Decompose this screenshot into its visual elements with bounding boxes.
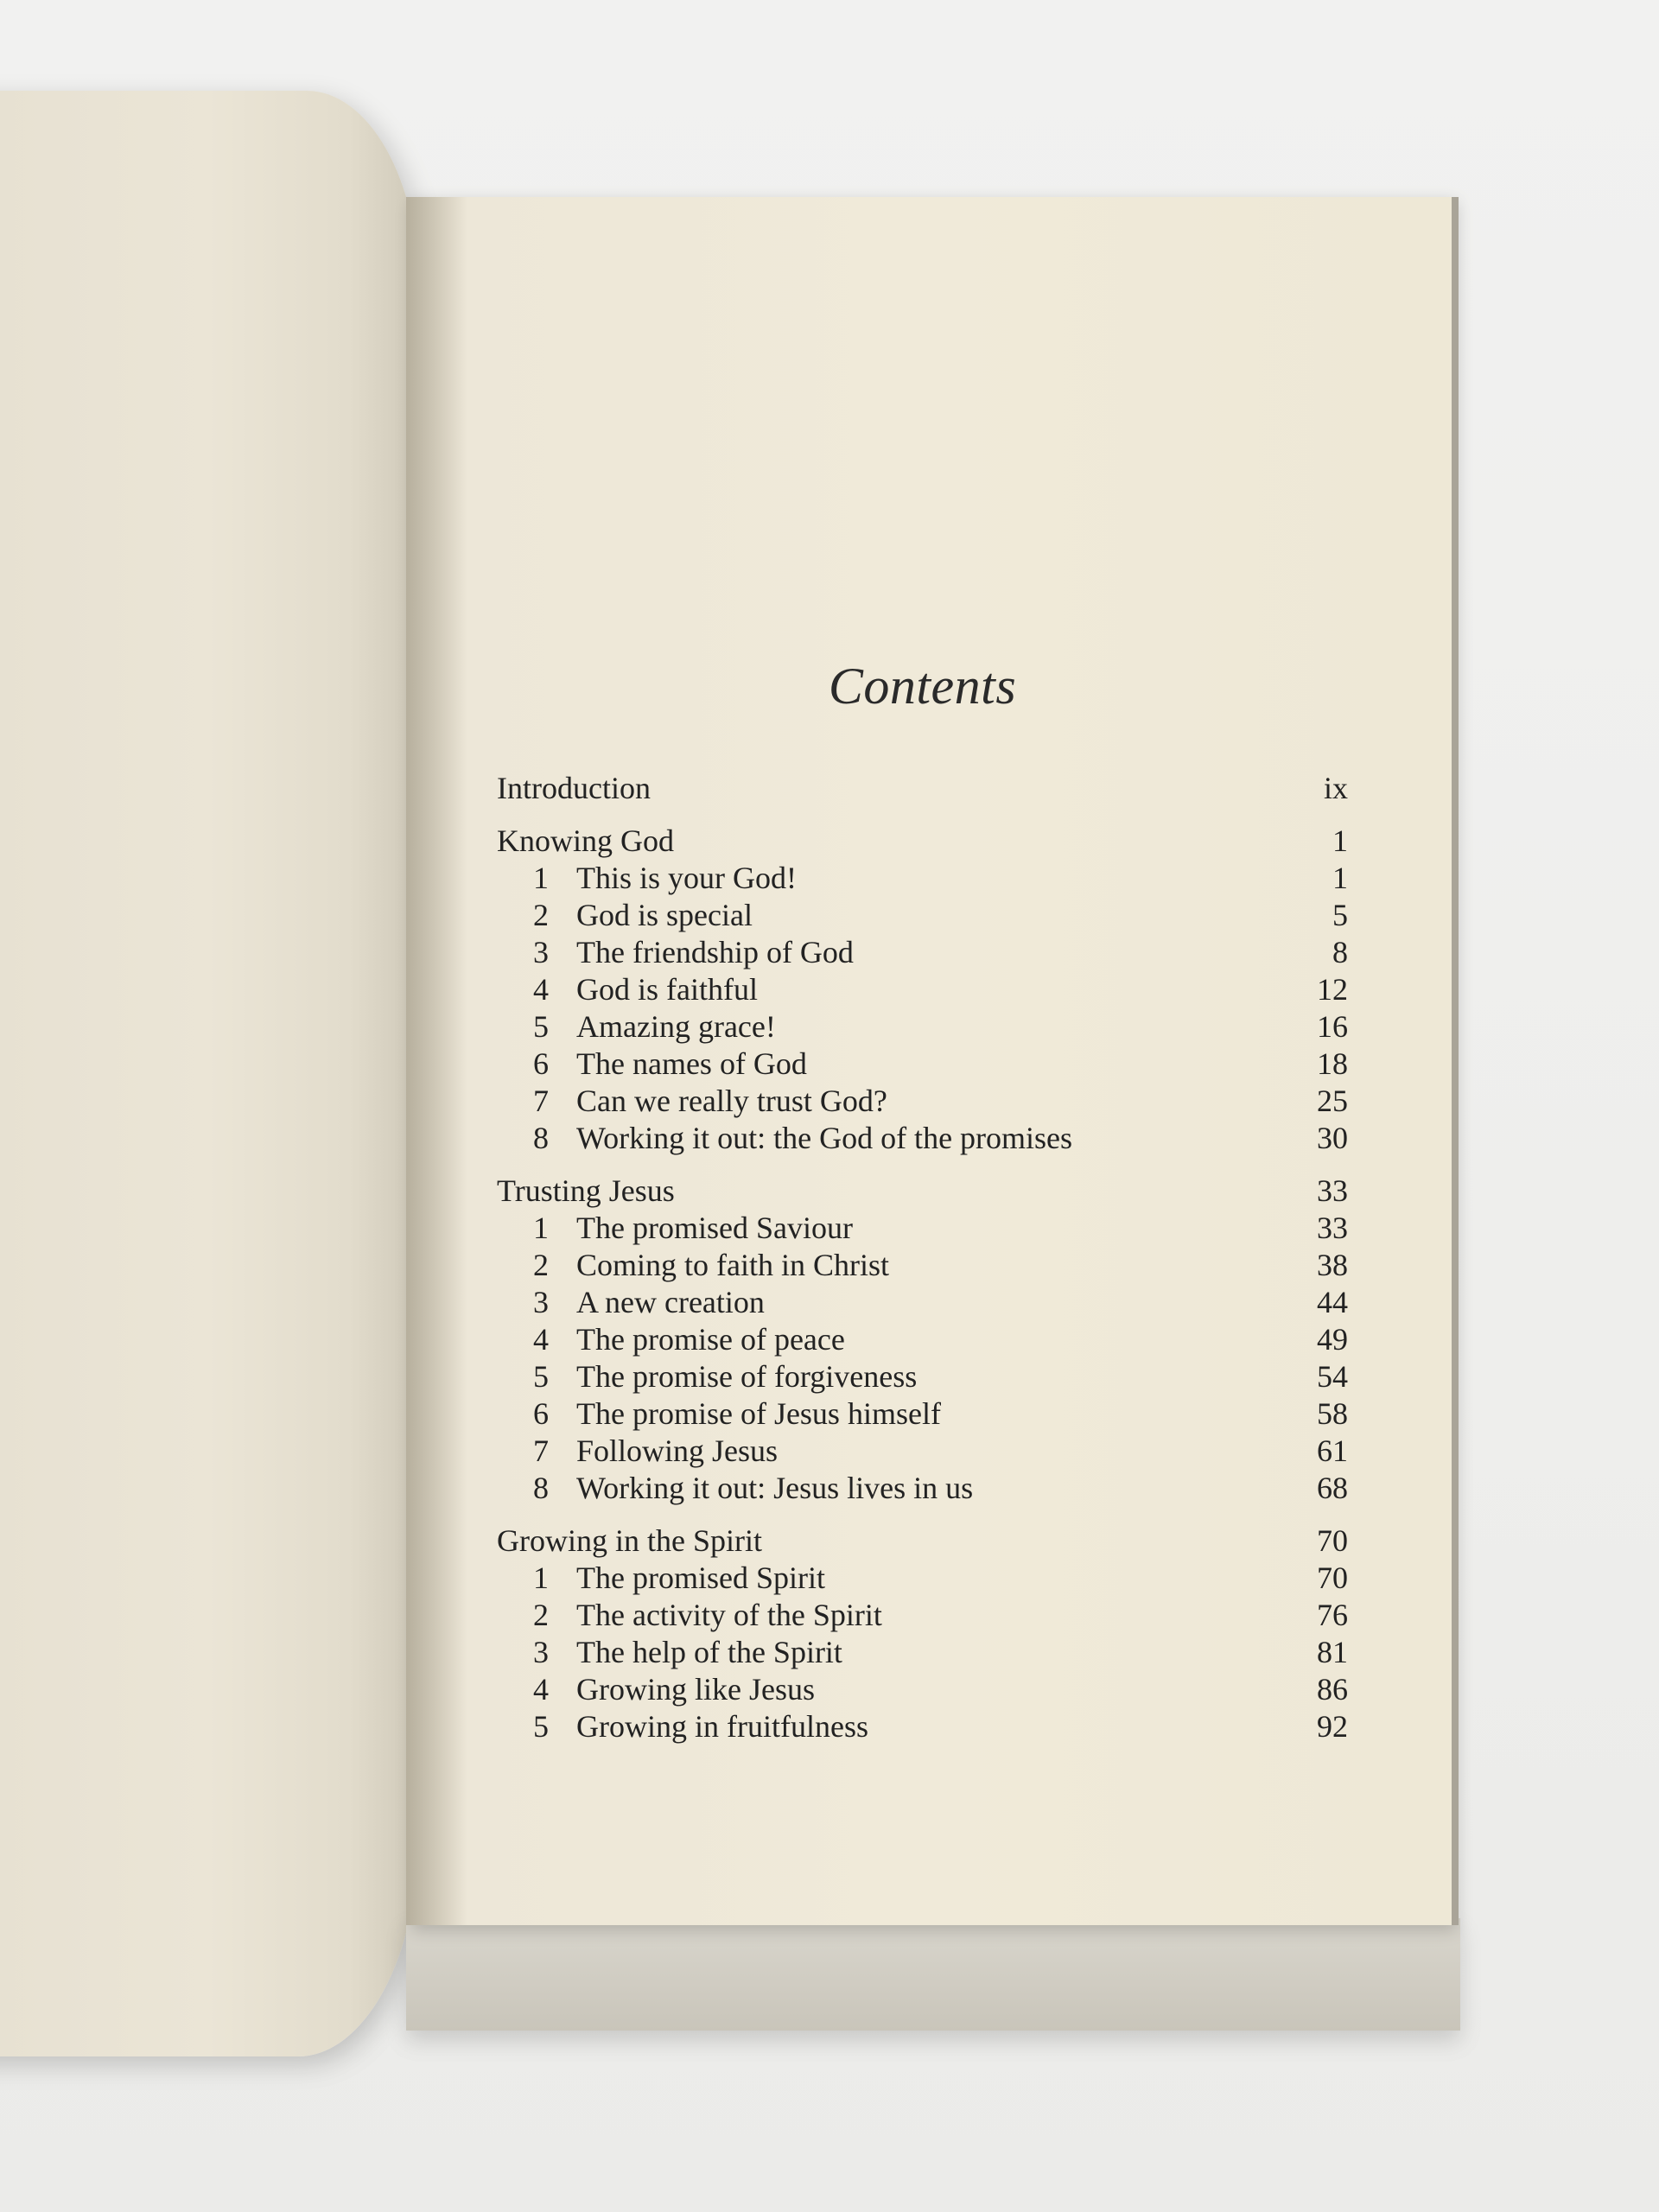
chapter-title: God is special <box>576 898 753 932</box>
chapter-title: A new creation <box>576 1285 765 1319</box>
chapter-number: 8 <box>533 1121 549 1155</box>
toc-page-number: 92 <box>1317 1709 1348 1744</box>
toc-page-number: 70 <box>1317 1560 1348 1595</box>
toc-row <box>497 1247 1348 1284</box>
toc-page-number: 18 <box>1317 1046 1348 1081</box>
toc-label: Knowing God <box>497 823 674 858</box>
toc-label: Introduction <box>497 771 651 805</box>
chapter-number: 4 <box>533 972 549 1007</box>
toc-page-number: 76 <box>1317 1598 1348 1632</box>
chapter-title: The friendship of God <box>576 935 854 969</box>
chapter-number: 5 <box>533 1359 549 1394</box>
toc-page-number: 25 <box>1317 1084 1348 1118</box>
chapter-number: 2 <box>533 1598 549 1632</box>
toc-section-growing-in-the-spirit <box>497 1522 1348 1745</box>
toc-page-number: 5 <box>1332 898 1348 932</box>
toc-page-number: 68 <box>1317 1471 1348 1505</box>
chapter-number: 5 <box>533 1009 549 1044</box>
chapter-title: The promised Saviour <box>576 1211 853 1245</box>
chapter-number: 2 <box>533 1248 549 1282</box>
toc-row <box>497 971 1348 1008</box>
toc-row <box>497 1470 1348 1507</box>
toc-section-heading <box>497 823 1348 860</box>
toc-row <box>497 897 1348 934</box>
chapter-number: 4 <box>533 1672 549 1707</box>
toc-row <box>497 1634 1348 1671</box>
toc-row <box>497 1083 1348 1120</box>
toc-page-number: 30 <box>1317 1121 1348 1155</box>
toc-row <box>497 1120 1348 1157</box>
chapter-number: 6 <box>533 1046 549 1081</box>
toc-page-number: 1 <box>1332 823 1348 858</box>
chapter-number: 2 <box>533 898 549 932</box>
chapter-number: 5 <box>533 1709 549 1744</box>
toc-row <box>497 1597 1348 1634</box>
toc-label: Trusting Jesus <box>497 1173 675 1208</box>
toc-page-number: 16 <box>1317 1009 1348 1044</box>
chapter-number: 4 <box>533 1322 549 1357</box>
toc-section-heading <box>497 1173 1348 1210</box>
toc-page-number: 70 <box>1317 1523 1348 1558</box>
toc-page-number: 33 <box>1317 1211 1348 1245</box>
chapter-title: The promise of forgiveness <box>576 1359 918 1394</box>
chapter-number: 3 <box>533 1635 549 1669</box>
chapter-title: The names of God <box>576 1046 807 1081</box>
chapter-number: 6 <box>533 1396 549 1431</box>
left-page <box>0 91 419 2056</box>
chapter-number: 3 <box>533 1285 549 1319</box>
toc-page-number: ix <box>1323 771 1348 805</box>
toc-row <box>497 770 1348 807</box>
chapter-title: The help of the Spirit <box>576 1635 842 1669</box>
toc-page-number: 86 <box>1317 1672 1348 1707</box>
chapter-title: The promise of peace <box>576 1322 845 1357</box>
toc-label: Growing in the Spirit <box>497 1523 762 1558</box>
toc-section-trusting-jesus <box>497 1173 1348 1507</box>
chapter-title: Following Jesus <box>576 1433 779 1468</box>
chapter-title: Working it out: the God of the promises <box>576 1121 1073 1155</box>
toc-page-number: 81 <box>1317 1635 1348 1669</box>
toc-introduction <box>497 770 1348 807</box>
chapter-number: 8 <box>533 1471 549 1505</box>
chapter-number: 1 <box>533 1560 549 1595</box>
chapter-number: 1 <box>533 1211 549 1245</box>
toc-row <box>497 934 1348 971</box>
chapter-title: This is your God! <box>576 861 797 895</box>
chapter-title: Can we really trust God? <box>576 1084 887 1118</box>
spine-shadow <box>406 197 467 1925</box>
toc-row <box>497 860 1348 897</box>
chapter-title: Amazing grace! <box>576 1009 776 1044</box>
toc-row <box>497 1708 1348 1745</box>
toc-page-number: 12 <box>1317 972 1348 1007</box>
toc-page-number: 33 <box>1317 1173 1348 1208</box>
chapter-title: The activity of the Spirit <box>576 1598 882 1632</box>
chapter-number: 1 <box>533 861 549 895</box>
toc-page-number: 49 <box>1317 1322 1348 1357</box>
toc-section-knowing-god <box>497 823 1348 1157</box>
chapter-title: Working it out: Jesus lives in us <box>576 1471 974 1505</box>
toc-row <box>497 1560 1348 1597</box>
toc-row <box>497 1008 1348 1046</box>
toc-page-number: 58 <box>1317 1396 1348 1431</box>
chapter-title: The promise of Jesus himself <box>576 1396 941 1431</box>
toc-row <box>497 1210 1348 1247</box>
chapter-title: God is faithful <box>576 972 758 1007</box>
toc-page-number: 61 <box>1317 1433 1348 1468</box>
toc-row <box>497 1433 1348 1470</box>
toc-row <box>497 1321 1348 1358</box>
chapter-title: Coming to faith in Christ <box>576 1248 890 1282</box>
chapter-number: 7 <box>533 1433 549 1468</box>
chapter-number: 7 <box>533 1084 549 1118</box>
toc-section-heading <box>497 1522 1348 1560</box>
chapter-title: Growing like Jesus <box>576 1672 815 1707</box>
page-title: Contents <box>828 658 1017 715</box>
toc-page-number: 38 <box>1317 1248 1348 1282</box>
toc-row <box>497 1395 1348 1433</box>
chapter-title: Growing in fruitfulness <box>576 1709 868 1744</box>
toc-row <box>497 1284 1348 1321</box>
toc-page-number: 1 <box>1332 861 1348 895</box>
chapter-number: 3 <box>533 935 549 969</box>
toc-page-number: 8 <box>1332 935 1348 969</box>
book-edge <box>406 1918 1460 2031</box>
toc-page-number: 44 <box>1317 1285 1348 1319</box>
toc-row <box>497 1358 1348 1395</box>
toc-row <box>497 1046 1348 1083</box>
toc-row <box>497 1671 1348 1708</box>
table-of-contents <box>497 657 1348 1745</box>
chapter-title: The promised Spirit <box>576 1560 825 1595</box>
toc-page-number: 54 <box>1317 1359 1348 1394</box>
